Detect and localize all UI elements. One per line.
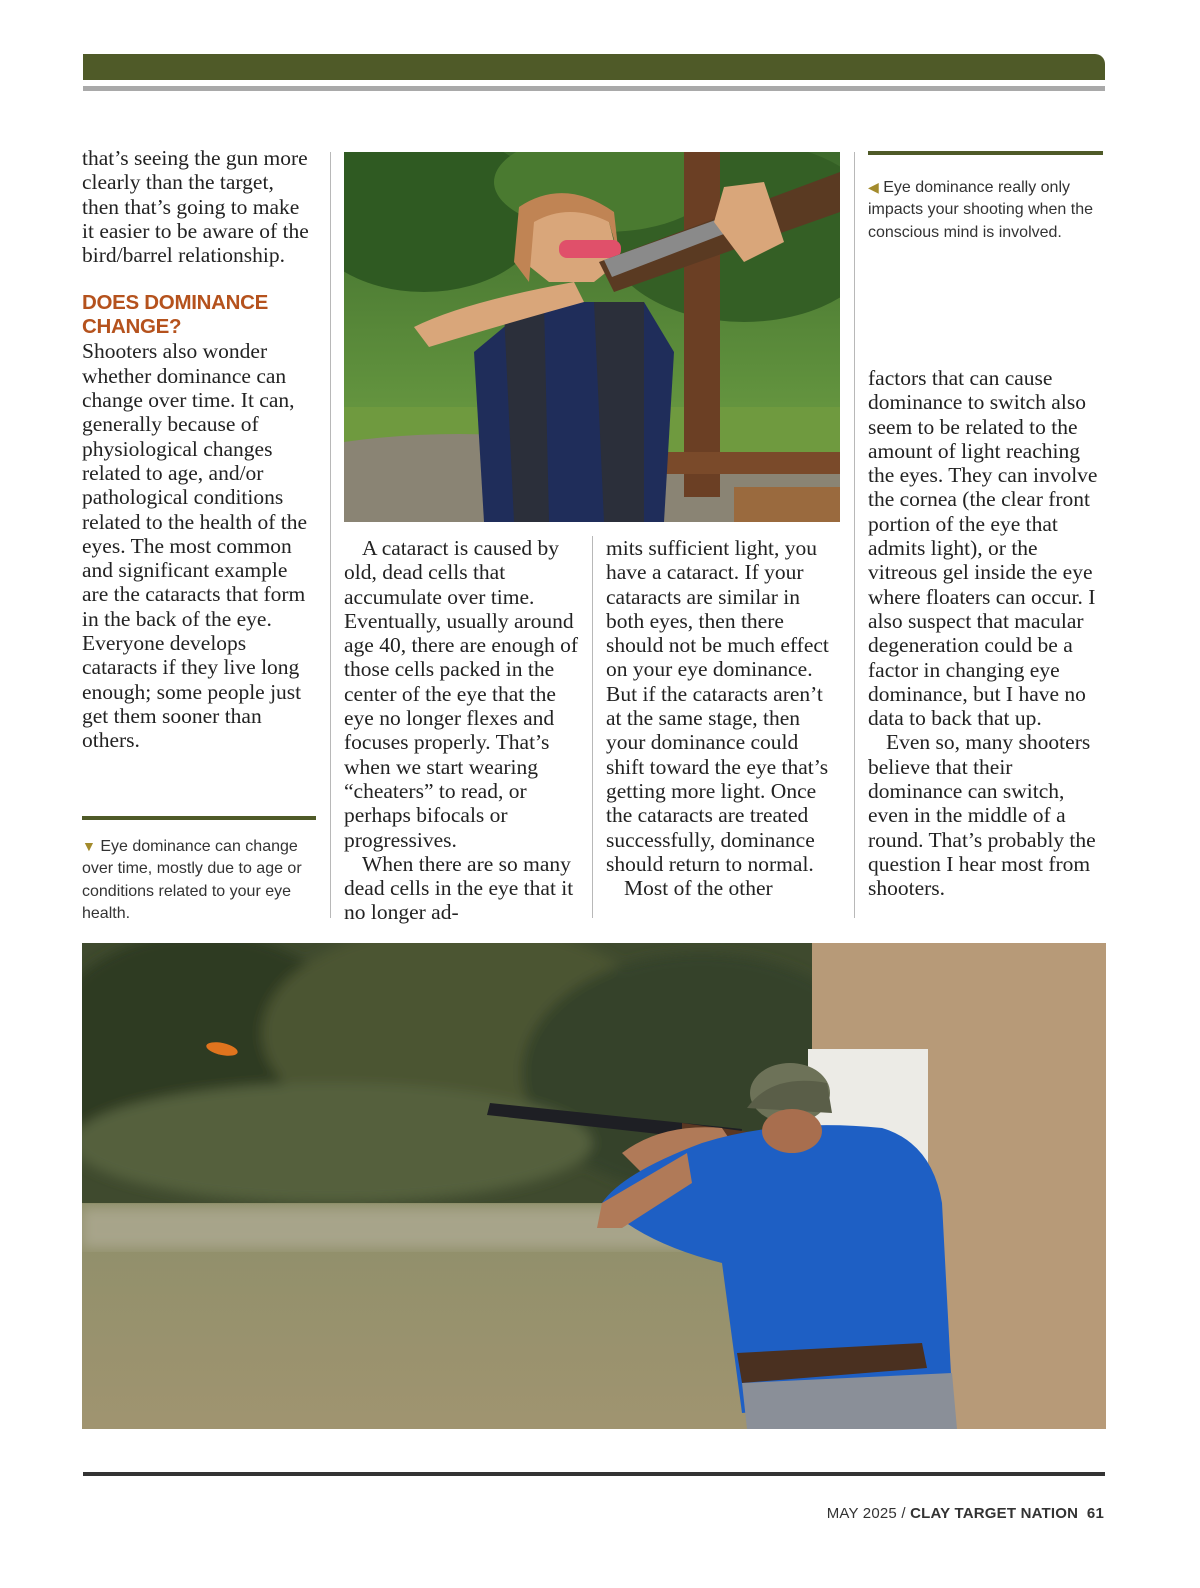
column-divider: [854, 152, 855, 918]
down-triangle-icon: ▼: [82, 838, 96, 854]
left-triangle-icon: ◀: [868, 179, 879, 195]
range-photo-illustration: [82, 943, 1106, 1429]
shooters-paragraph: Even so, many shooters believe that their dominance can switch, even in the middle of a round. That’s probably the question I hear most from shooters.: [868, 730, 1096, 901]
caption-rule: [82, 816, 316, 820]
cataract-paragraph: A cataract is caused by old, dead cells that accumulate over time. Eventually, usually around age 40, there are enough of those cells packed in the center of the eye that the eye no longer flexes and focuses properly. That’s when we start wearing “cheaters” to read, or perhaps bifocals or progressives.: [344, 536, 579, 852]
footer-rule: [83, 1472, 1105, 1476]
photo-caption-top: [868, 176, 1103, 244]
caption-text: Eye dominance can change over time, mostly due to age or conditions related to your eye health.: [82, 838, 302, 923]
caption-rule: [868, 151, 1103, 155]
factors-paragraph: factors that can cause dominance to switch also seem to be related to the amount of light reaching the eyes. They can involve the cornea (the clear front portion of the eye that admits light), or the vitreous gel inside the eye where floaters can occur. I also suspect that macular degeneration could be a factor in changing eye dominance, but I have no data to back that up.: [868, 366, 1098, 731]
header-bar: [83, 54, 1105, 80]
column-3: [606, 536, 840, 900]
footer-magazine: CLAY TARGET NATION: [910, 1505, 1079, 1522]
column-2: [344, 536, 578, 925]
dead-cells-paragraph: When there are so many dead cells in the eye that it no longer ad-: [344, 851, 574, 925]
other-factors-paragraph: Most of the other: [624, 876, 773, 901]
column-1: [82, 146, 314, 753]
header-rule: [83, 86, 1105, 91]
caption-text: Eye dominance really only impacts your shooting when the conscious mind is involved.: [868, 179, 1094, 241]
light-paragraph: mits sufficient light, you have a cataract. If your cataracts are similar in both eyes, then there should not be much effect on your eye dominance. But if the cataracts aren’t at the same stage, then your dominance could shift toward the eye that’s getting more light. Once the cataracts are treated successfully, dominance should return to normal.: [606, 536, 829, 876]
photo-young-shooter: [344, 152, 840, 522]
photo-shooter-range: [82, 943, 1106, 1429]
shooter-photo-illustration: [344, 152, 840, 522]
footer-date: MAY 2025 /: [826, 1505, 911, 1522]
photo-caption-bottom: [82, 835, 314, 926]
column-4: [868, 366, 1106, 901]
section-heading: DOES DOMINANCE CHANGE?: [82, 291, 269, 339]
column-divider: [592, 536, 593, 918]
dominance-paragraph: Shooters also wonder whether dominance can change over time. It can, generally because of physiological changes related to age, and/or pathological conditions related to the health of the eyes. The most common and significant example are the cataracts that form in the back of the eye. Everyone develops cataracts if they live long enough; some people just get them sooner than others.: [82, 339, 308, 753]
page-number: 61: [1086, 1505, 1104, 1522]
column-divider: [330, 152, 331, 918]
intro-paragraph: that’s seeing the gun more clearly than the target, then that’s going to make it easier to be aware of the bird/barrel relationship.: [82, 146, 309, 268]
page-footer: [827, 1505, 1104, 1522]
